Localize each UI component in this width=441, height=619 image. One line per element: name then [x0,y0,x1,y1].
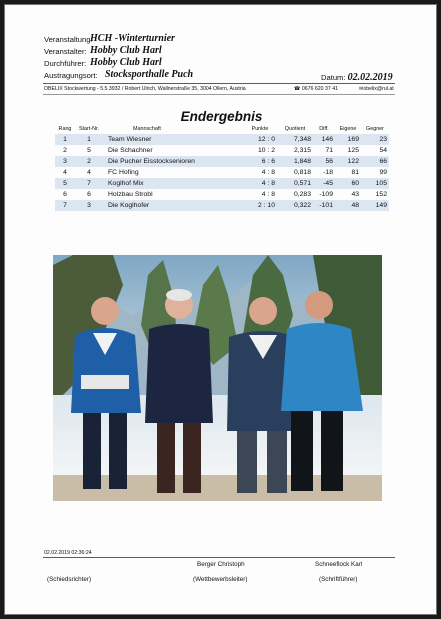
cell-start: 3 [75,200,103,211]
wettbewerbsleiter-label: (Wettbewerbsleiter) [193,576,248,583]
table-row [55,134,389,145]
cell-quotient: 0,322 [277,200,313,211]
date-label: Datum: [321,73,346,82]
phone-info: ☎ 0676 620 37 41 [294,86,338,92]
cell-eigene: 48 [335,200,361,211]
venue-row [44,71,244,83]
cell-punkte: 12 : 0 [243,134,277,145]
cell-rang: 5 [55,178,75,189]
col-team: Mannschaft [133,126,161,132]
executor-label: Durchführer: [44,59,87,68]
cell-diff: -18 [323,169,333,176]
event-value: HCH -Winterturnier [90,33,175,44]
cell-start: 2 [75,156,103,167]
cell-quotient: 2,315 [293,147,311,154]
col-eigene: Eigene [339,126,357,132]
cell-start: 6 [87,191,91,198]
event-label: Veranstaltung: [44,35,93,44]
cell-team: FC Hofing [108,169,139,176]
cell-rang: 1 [55,134,75,145]
cell-diff: 56 [313,156,335,167]
cell-diff: -101 [313,200,335,211]
cell-rang: 7 [55,200,75,211]
cell-team: Die Pucher Eisstocksenioren [103,156,243,167]
cell-diff: -109 [319,191,333,198]
team-photo-image [53,255,382,501]
cell-start: 5 [87,147,91,154]
table-row [55,178,389,189]
cell-rang: 6 [63,191,67,198]
cell-rang: 3 [55,156,75,167]
cell-punkte: 2 : 10 [243,200,277,211]
table-row [55,167,389,178]
cell-diff: -45 [313,178,335,189]
wettbewerbsleiter-name: Berger Christoph [197,561,245,568]
cell-punkte: 4 : 8 [261,191,275,198]
executor-value: Hobby Club Harl [90,57,162,68]
cell-quotient: 0,818 [293,169,311,176]
table-row [55,189,389,200]
cell-rang: 4 [63,169,67,176]
cell-punkte: 4 : 8 [261,169,275,176]
cell-team: Die Schachner [108,147,153,154]
col-gegner: Gegner [366,126,384,132]
schriftfuehrer-name: Schneeflock Karl [315,561,363,568]
result-sheet [4,4,437,615]
results-table [55,126,389,211]
venue-value: Stocksporthalle Puch [105,69,194,80]
header-divider [43,83,395,84]
cell-quotient: 0,283 [293,191,311,198]
team-photo [53,255,382,501]
organizer-value: Hobby Club Harl [90,45,162,56]
print-timestamp: 02.02.2019 02:36:24 [44,550,92,556]
date-value: 02.02.2019 [347,72,393,83]
cell-punkte: 6 : 6 [243,156,277,167]
software-info-text: OBELIX Stockwertung - 5.5.3932 / Robert Ulrich, Wallnerstraße 35, 3004 Ollern, Austria [44,86,246,92]
cell-quotient: 1,848 [277,156,313,167]
cell-gegner: 23 [361,134,389,145]
table-row [55,156,389,167]
cell-diff: 146 [313,134,335,145]
cell-eigene: 169 [335,134,361,145]
col-start: Start-Nr. [78,126,100,132]
footer-divider [43,557,395,558]
cell-gegner: 105 [361,178,389,189]
cell-team: Team Wiesner [103,134,243,145]
cell-start: 7 [75,178,103,189]
cell-punkte: 10 : 2 [257,147,275,154]
cell-quotient: 7,348 [277,134,313,145]
table-row [55,200,389,211]
cell-eigene: 60 [335,178,361,189]
cell-start: 4 [87,169,91,176]
table-header-row [55,126,389,134]
cell-gegner: 99 [379,169,387,176]
cell-team: Die Koglhofer [103,200,243,211]
organizer-label: Veranstalter: [44,47,87,56]
cell-start: 1 [75,134,103,145]
cell-team: Koglhof Mix [103,178,243,189]
col-diff: Diff. [319,126,329,132]
cell-eigene: 122 [335,156,361,167]
info-divider [43,94,395,95]
col-punkte: Punkte [251,126,269,132]
col-quotient: Quotient [284,126,306,132]
cell-diff: 71 [325,147,333,154]
cell-gegner: 152 [375,191,387,198]
schriftfuehrer-label: (Schriftführer) [319,576,358,583]
cell-quotient: 0,571 [277,178,313,189]
software-info [44,86,396,92]
cell-gegner: 66 [361,156,389,167]
col-rang: Rang [58,126,72,132]
table-row [55,145,389,156]
page-title: Endergebnis [180,109,263,124]
cell-gegner: 54 [379,147,387,154]
cell-eigene: 43 [351,191,359,198]
email-info: ✉obelix@rul.at [359,86,394,92]
cell-eigene: 81 [351,169,359,176]
cell-eigene: 125 [347,147,359,154]
cell-team: Holzbau Strobl [108,191,153,198]
cell-punkte: 4 : 8 [243,178,277,189]
schiedsrichter-label: (Schiedsrichter) [47,576,92,583]
cell-rang: 2 [63,147,67,154]
cell-gegner: 149 [361,200,389,211]
date [321,72,393,83]
venue-label: Austragungsort: [44,71,98,80]
